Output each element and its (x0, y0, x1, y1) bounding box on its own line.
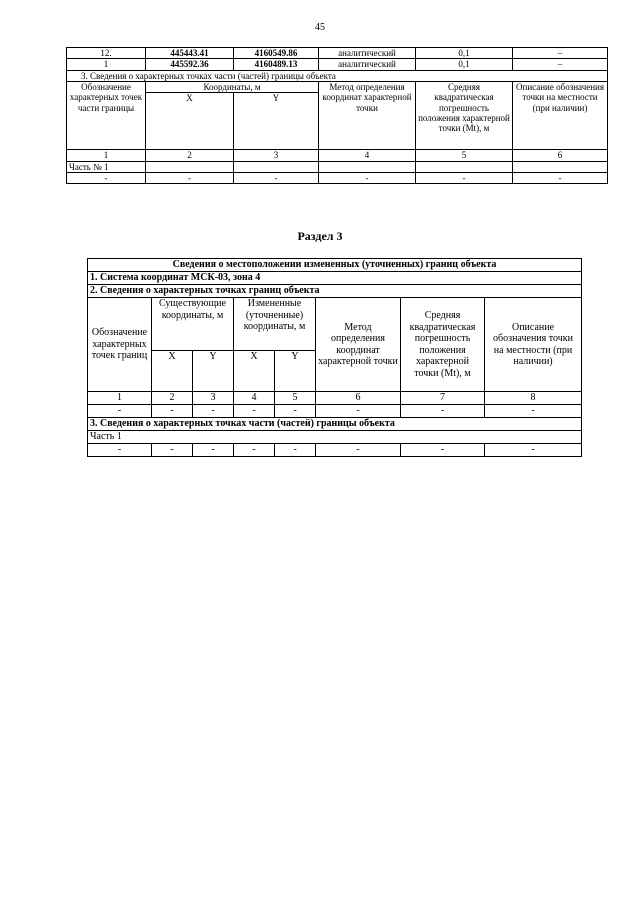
header-x: X (234, 351, 275, 392)
part-label: Часть № 1 (67, 161, 146, 172)
table-title: Сведения о местоположении измененных (уточненных) границ объекта (88, 259, 582, 272)
header-description: Описание обозначения точки на местности (при наличии) (513, 82, 608, 150)
header-method: Метод определения координат характерной точки (316, 298, 401, 392)
table-row (67, 48, 608, 59)
section-title: Раздел 3 (297, 229, 343, 243)
coord-y: 4160549.86 (234, 48, 319, 59)
table-row (88, 444, 582, 457)
col-number: 4 (319, 150, 416, 161)
header-x: X (146, 93, 234, 150)
error-cell: 0,1 (416, 59, 513, 70)
col-number: 1 (88, 392, 152, 405)
header-description: Описание обозначения точки на местности (при наличии) (485, 298, 582, 392)
header-y: Y (234, 93, 319, 150)
empty-cell: - (485, 405, 582, 418)
col-number: 3 (234, 150, 319, 161)
description-cell: – (513, 48, 608, 59)
empty-cell: - (416, 173, 513, 184)
empty-cell: - (152, 405, 193, 418)
points-title: 2. Сведения о характерных точках границ объекта (88, 285, 582, 298)
method-cell: аналитический (319, 59, 416, 70)
header-x: X (152, 351, 193, 392)
point-number: 12. (67, 48, 146, 59)
empty-cell: - (275, 405, 316, 418)
col-number: 2 (152, 392, 193, 405)
col-number: 6 (513, 150, 608, 161)
col-number: 4 (234, 392, 275, 405)
point-number: 1 (67, 59, 146, 70)
method-cell: аналитический (319, 48, 416, 59)
header-designation: Обозначение характерных точек границ (88, 298, 152, 392)
col-number: 5 (275, 392, 316, 405)
empty-cell: - (88, 444, 152, 457)
coord-x: 445592.36 (146, 59, 234, 70)
header-coords: Координаты, м (146, 82, 319, 93)
header-error: Средняя квадратическая погрешность положения характерной точки (Mt), м (401, 298, 485, 392)
points-table-continued (66, 47, 608, 184)
col-number: 2 (146, 150, 234, 161)
empty-cell: - (319, 173, 416, 184)
column-numbers-row (88, 392, 582, 405)
empty-cell: - (513, 173, 608, 184)
empty-cell: - (401, 405, 485, 418)
subsection-title: 3. Сведения о характерных точках части (частей) границы объекта (67, 70, 608, 81)
table-row (88, 405, 582, 418)
empty-cell: - (234, 173, 319, 184)
empty-cell: - (485, 444, 582, 457)
empty-cell: - (234, 444, 275, 457)
table-row (67, 59, 608, 70)
coord-y: 4160489.13 (234, 59, 319, 70)
empty-cell: - (152, 444, 193, 457)
header-changed: Измененные (уточненные) координаты, м (234, 298, 316, 351)
parts-title: 3. Сведения о характерных точках части (частей) границы объекта (88, 418, 582, 431)
empty-cell: - (67, 173, 146, 184)
empty-cell: - (401, 444, 485, 457)
page-number: 45 (315, 22, 325, 33)
empty-cell: - (234, 405, 275, 418)
column-numbers-row (67, 150, 608, 161)
col-number: 3 (193, 392, 234, 405)
header-y: Y (275, 351, 316, 392)
empty-cell: - (193, 444, 234, 457)
empty-cell: - (193, 405, 234, 418)
empty-cell: - (316, 444, 401, 457)
changed-boundaries-table (87, 258, 582, 457)
col-number: 5 (416, 150, 513, 161)
header-designation: Обозначение характерных точек части границы (67, 82, 146, 150)
header-y: Y (193, 351, 234, 392)
col-number: 1 (67, 150, 146, 161)
part-label: Часть 1 (88, 431, 582, 444)
table-row (67, 173, 608, 184)
empty-cell: - (275, 444, 316, 457)
header-existing: Существующие координаты, м (152, 298, 234, 351)
coord-x: 445443.41 (146, 48, 234, 59)
empty-cell: - (88, 405, 152, 418)
col-number: 8 (485, 392, 582, 405)
header-error: Средняя квадратическая погрешность положения характерной точки (Mt), м (416, 82, 513, 150)
coord-system: 1. Система координат МСК-03, зона 4 (88, 272, 582, 285)
col-number: 6 (316, 392, 401, 405)
error-cell: 0,1 (416, 48, 513, 59)
empty-cell: - (146, 173, 234, 184)
header-method: Метод определения координат характерной точки (319, 82, 416, 150)
empty-cell: - (316, 405, 401, 418)
description-cell: – (513, 59, 608, 70)
col-number: 7 (401, 392, 485, 405)
